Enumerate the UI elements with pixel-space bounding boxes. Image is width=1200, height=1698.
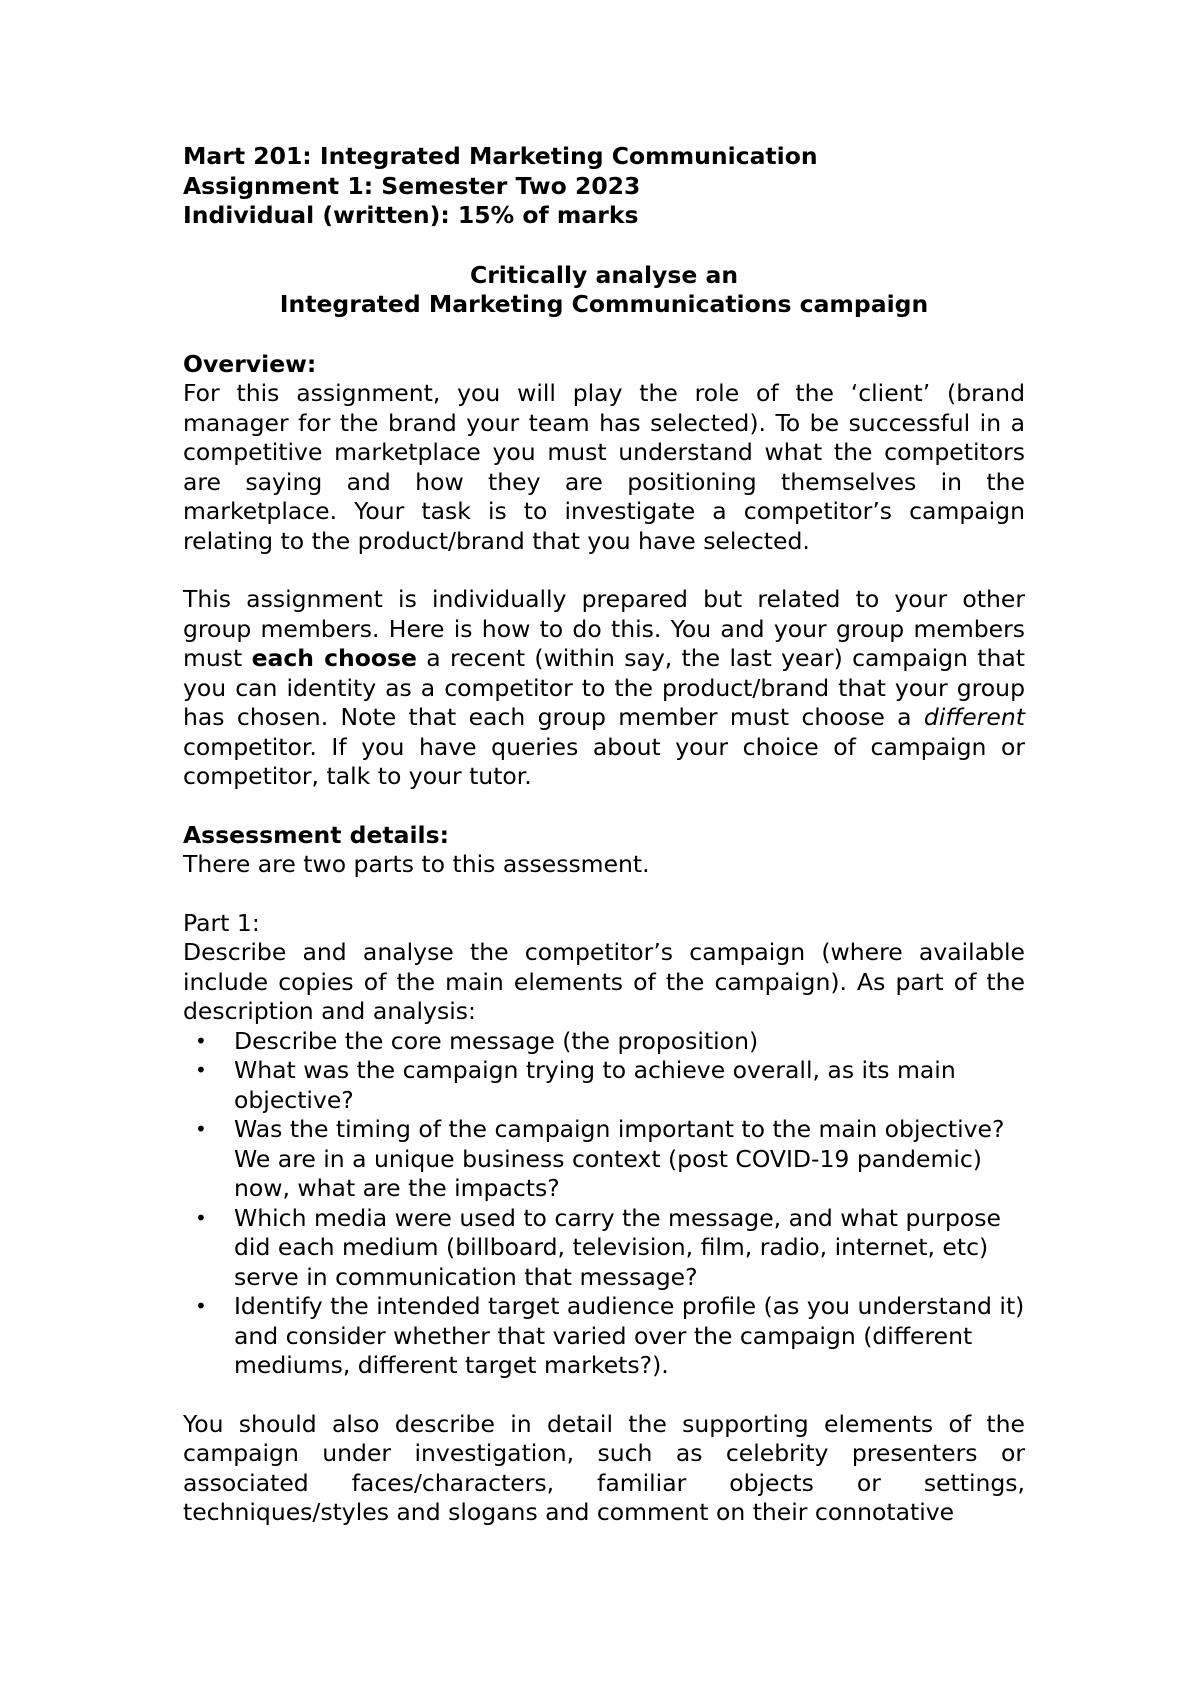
list-item-text: Was the timing of the campaign important to the main objective? We are in a unique business context (post COVID-19 pandemic) now, what are the impacts? <box>234 1115 1005 1202</box>
list-item-text: Describe the core message (the proposition) <box>234 1026 759 1055</box>
list-item <box>183 1204 1025 1293</box>
spacer <box>183 792 1025 821</box>
group-instructions-paragraph <box>183 585 1025 792</box>
overview-paragraph: For this assignment, you will play the role of the ‘client’ (brand manager for the brand your team has selected). To be successful in a competitive marketplace you must understand what the competitors are saying and how they are positioning themselves in the marketplace. Your task is to investigate a competitor’s campaign relating to the product/brand that you have selected. <box>183 379 1025 555</box>
course-title: Mart 201: Integrated Marketing Communication <box>183 142 818 170</box>
list-item <box>183 1292 1025 1381</box>
each-choose-emphasis: each choose <box>251 644 417 672</box>
spacer <box>183 1381 1025 1410</box>
spacer <box>183 880 1025 909</box>
document-title-line-2: Integrated Marketing Communications campaign <box>279 290 929 318</box>
bullet-icon: • <box>195 1117 207 1141</box>
document-title-line-1: Critically analyse an <box>469 260 739 289</box>
spacer <box>183 556 1025 585</box>
spacer <box>183 320 1025 350</box>
supporting-elements-paragraph: You should also describe in detail the supporting elements of the campaign under investigation, such as celebrity presenters or associated faces/characters, familiar objects or settings, techniques/styles and slogans and comment on their connotative <box>183 1409 1025 1526</box>
assignment-weighting: Individual (written): 15% of marks <box>183 201 639 229</box>
different-emphasis: different <box>923 703 1025 731</box>
assessment-heading: Assessment details: <box>183 820 449 849</box>
list-item <box>183 1115 1025 1204</box>
group-instructions-text-3: competitor. If you have queries about your choice of campaign or competitor, talk to your tutor. <box>183 732 1025 790</box>
group-instructions-text-1: This assignment is individually prepared but related to your other group members. Here is how to do this. You and your group members must <box>183 585 1025 672</box>
list-item-text: Which media were used to carry the message, and what purpose did each medium (billboard, television, film, radio, internet, etc) serve in communication that message? <box>234 1203 1001 1291</box>
overview-heading: Overview: <box>183 349 317 378</box>
document-body <box>183 142 1025 1528</box>
bullet-icon: • <box>195 1205 207 1230</box>
part-1-bullet-list <box>183 1027 1025 1381</box>
list-item-text: What was the campaign trying to achieve overall, as its main objective? <box>234 1056 956 1114</box>
bullet-icon: • <box>195 1058 207 1082</box>
list-item <box>183 1056 1025 1115</box>
bullet-icon: • <box>195 1028 207 1053</box>
list-item-text: Identify the intended target audience profile (as you understand it) and consider whether that varied over the campaign (different mediums, different target markets?). <box>234 1292 1025 1379</box>
part-1-description: Describe and analyse the competitor’s campaign (where available include copies of the main elements of the campaign). As part of the description and analysis: <box>183 938 1025 1025</box>
group-instructions-text-2: a recent (within say, the last year) campaign that you can identity as a competitor to the product/brand that your group has chosen. Note that each group member must choose a <box>183 644 1025 731</box>
assignment-title: Assignment 1: Semester Two 2023 <box>183 171 641 200</box>
bullet-icon: • <box>195 1294 207 1318</box>
list-item <box>183 1027 1025 1057</box>
part-1-label: Part 1: <box>183 908 260 937</box>
spacer <box>183 231 1025 261</box>
assessment-intro: There are two parts to this assessment. <box>183 850 650 878</box>
